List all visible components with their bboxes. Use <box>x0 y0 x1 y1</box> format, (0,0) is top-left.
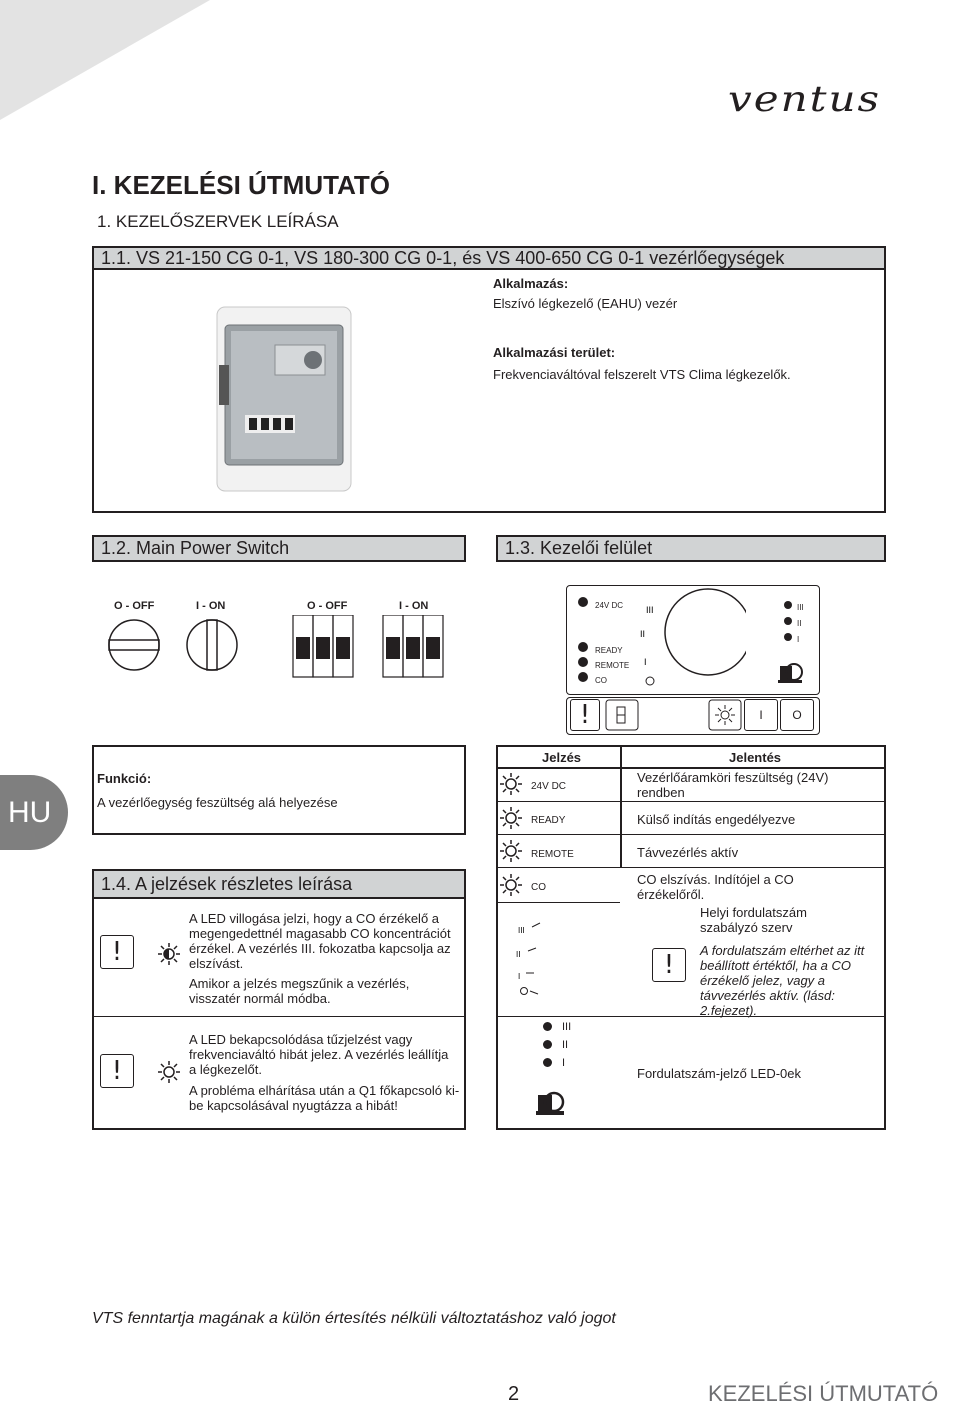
panel-led-label-ready: READY <box>595 646 623 655</box>
speed-label-i: I <box>562 1057 566 1069</box>
speed-led-meaning: Fordulatszám-jelző LED-0ek <box>637 1066 802 1081</box>
block-divider <box>92 1016 466 1017</box>
knob-note: A fordulatszám eltérhet az itt beállított értéktől, ha a CO érzékelő jelez, vagy a távvezérlés aktív. (lásd: 2.fejezet). <box>700 943 865 1018</box>
page-subtitle: 1. KEZELŐSZERVEK LEÍRÁSA <box>97 212 339 231</box>
block1-paragraph-1: A LED villogása jelzi, hogy a CO érzékelő a megengedettnél magasabb CO koncentrációt érzékel. A vezérlés III. fokozatba kapcsolja az elszívást. <box>189 911 451 971</box>
brand-logo: ventus <box>728 77 882 120</box>
meaning-24v: Vezérlőáramköri feszültség (24V) rendben <box>637 770 829 800</box>
blinking-led-icon <box>158 943 180 965</box>
meaning-co: CO elszívás. Indítójel a CO érzékelőről. <box>637 872 794 902</box>
table-divider-h <box>496 867 886 868</box>
switch-label-1: O - OFF <box>114 600 155 612</box>
table-divider-v <box>620 745 622 867</box>
col-header-meaning: Jelentés <box>729 750 782 765</box>
section-1-2-heading: 1.2. Main Power Switch <box>92 535 466 562</box>
footer-title: KEZELÉSI ÚTMUTATÓ <box>708 1381 939 1406</box>
panel-led-label-24v: 24V DC <box>595 601 624 610</box>
col-header-signal: Jelzés <box>542 750 582 765</box>
speed-label-ii: II <box>562 1039 569 1051</box>
application-area-label: Alkalmazási terület: <box>493 345 616 360</box>
block2-paragraph-1: A LED bekapcsolódása tűzjelzést vagy frekvenciaváltó hibát jelez. A vezérlés leállítja a légkezelőt. <box>189 1032 449 1077</box>
warning-icon: ! <box>652 948 686 982</box>
section-1-3-heading: 1.3. Kezelői felület <box>496 535 886 562</box>
function-label: Funkció: <box>97 771 152 786</box>
table-divider-h <box>496 801 886 802</box>
control-unit-photo <box>215 305 355 495</box>
block1-paragraph-2: Amikor a jelzés megszűnik a vezérlés, visszatér normál módba. <box>189 976 410 1006</box>
language-tab: HU <box>0 775 68 850</box>
svg-text:II: II <box>640 629 646 639</box>
application-label: Alkalmazás: <box>493 276 569 291</box>
table-divider-h <box>496 834 886 835</box>
panel-speed-label-i: I <box>797 635 800 644</box>
meaning-ready: Külső indítás engedélyezve <box>637 812 796 827</box>
sun-led-icon <box>500 840 522 862</box>
svg-text:I: I <box>644 657 647 667</box>
sun-led-icon <box>500 807 522 829</box>
speed-led-i-icon <box>784 633 792 641</box>
led-on-icon <box>158 1061 180 1083</box>
speed-led-iii-icon <box>543 1022 552 1031</box>
alarm-indicator: ! <box>570 699 600 731</box>
panel-led-label-co: CO <box>595 676 607 685</box>
led-remote-icon <box>578 657 588 667</box>
sun-led-icon <box>500 773 522 795</box>
signal-24v: 24V DC <box>531 781 567 792</box>
panel-led-label-remote: REMOTE <box>595 661 630 670</box>
svg-text:I: I <box>518 972 521 981</box>
fan-icon <box>536 1088 566 1116</box>
led-ready-icon <box>578 642 588 652</box>
signal-remote: REMOTE <box>531 849 574 860</box>
warning-icon: ! <box>100 935 134 969</box>
speed-knob-marks-icon <box>510 915 550 1000</box>
stop-button[interactable]: O <box>780 699 814 731</box>
svg-text:III: III <box>518 926 525 935</box>
corner-decoration <box>0 0 210 120</box>
panel-speed-label-ii: II <box>797 619 802 628</box>
switch-label-2: I - ON <box>196 600 226 612</box>
speed-led-ii-icon <box>784 617 792 625</box>
function-box <box>92 745 466 835</box>
warning-icon: ! <box>100 1054 134 1088</box>
svg-text:II: II <box>516 950 521 959</box>
fan-icon <box>778 660 804 684</box>
function-value: A vezérlőegység feszültség alá helyezése <box>97 795 338 810</box>
speed-led-iii-icon <box>784 601 792 609</box>
switch-positions-icon <box>100 615 460 685</box>
section-1-4-heading: 1.4. A jelzések részletes leírása <box>92 869 466 899</box>
table-divider-h <box>496 767 886 769</box>
signal-co: CO <box>531 882 546 893</box>
start-button[interactable]: I <box>744 699 778 731</box>
lamp-icon <box>708 699 742 731</box>
signal-ready: READY <box>531 815 566 826</box>
knob-title: Helyi fordulatszám szabályzó szerv <box>700 905 807 935</box>
reset-button-icon[interactable] <box>605 699 639 731</box>
switch-label-4: I - ON <box>399 600 429 612</box>
speed-label-iii: III <box>562 1021 572 1033</box>
speed-led-i-icon <box>543 1058 552 1067</box>
section-1-1-heading: 1.1. VS 21-150 CG 0-1, VS 180-300 CG 0-1, és VS 400-650 CG 0-1 vezérlőegységek <box>92 246 886 270</box>
application-area-value: Frekvenciaváltóval felszerelt VTS Clima légkezelők. <box>493 367 791 382</box>
speed-knob-icon[interactable] <box>636 587 746 687</box>
block2-paragraph-2: A probléma elhárítása után a Q1 főkapcsoló ki-be kapcsolásával nyugtázza a hibát! <box>189 1083 460 1113</box>
svg-text:III: III <box>646 605 654 615</box>
application-value: Elszívó légkezelő (EAHU) vezér <box>493 296 678 311</box>
panel-speed-label-iii: III <box>797 603 804 612</box>
footer-note: VTS fenntartja magának a külön értesítés nélküli változtatáshoz való jogot <box>92 1310 616 1327</box>
led-24v-icon <box>578 597 588 607</box>
page-number: 2 <box>508 1383 520 1405</box>
page-title: I. KEZELÉSI ÚTMUTATÓ <box>92 170 391 200</box>
switch-label-3: O - OFF <box>307 600 348 612</box>
speed-led-ii-icon <box>543 1040 552 1049</box>
led-co-icon <box>578 672 588 682</box>
section-1-1-box <box>92 268 886 513</box>
sun-led-icon <box>500 874 522 896</box>
meaning-remote: Távvezérlés aktív <box>637 845 739 860</box>
table-divider-h <box>496 902 620 903</box>
